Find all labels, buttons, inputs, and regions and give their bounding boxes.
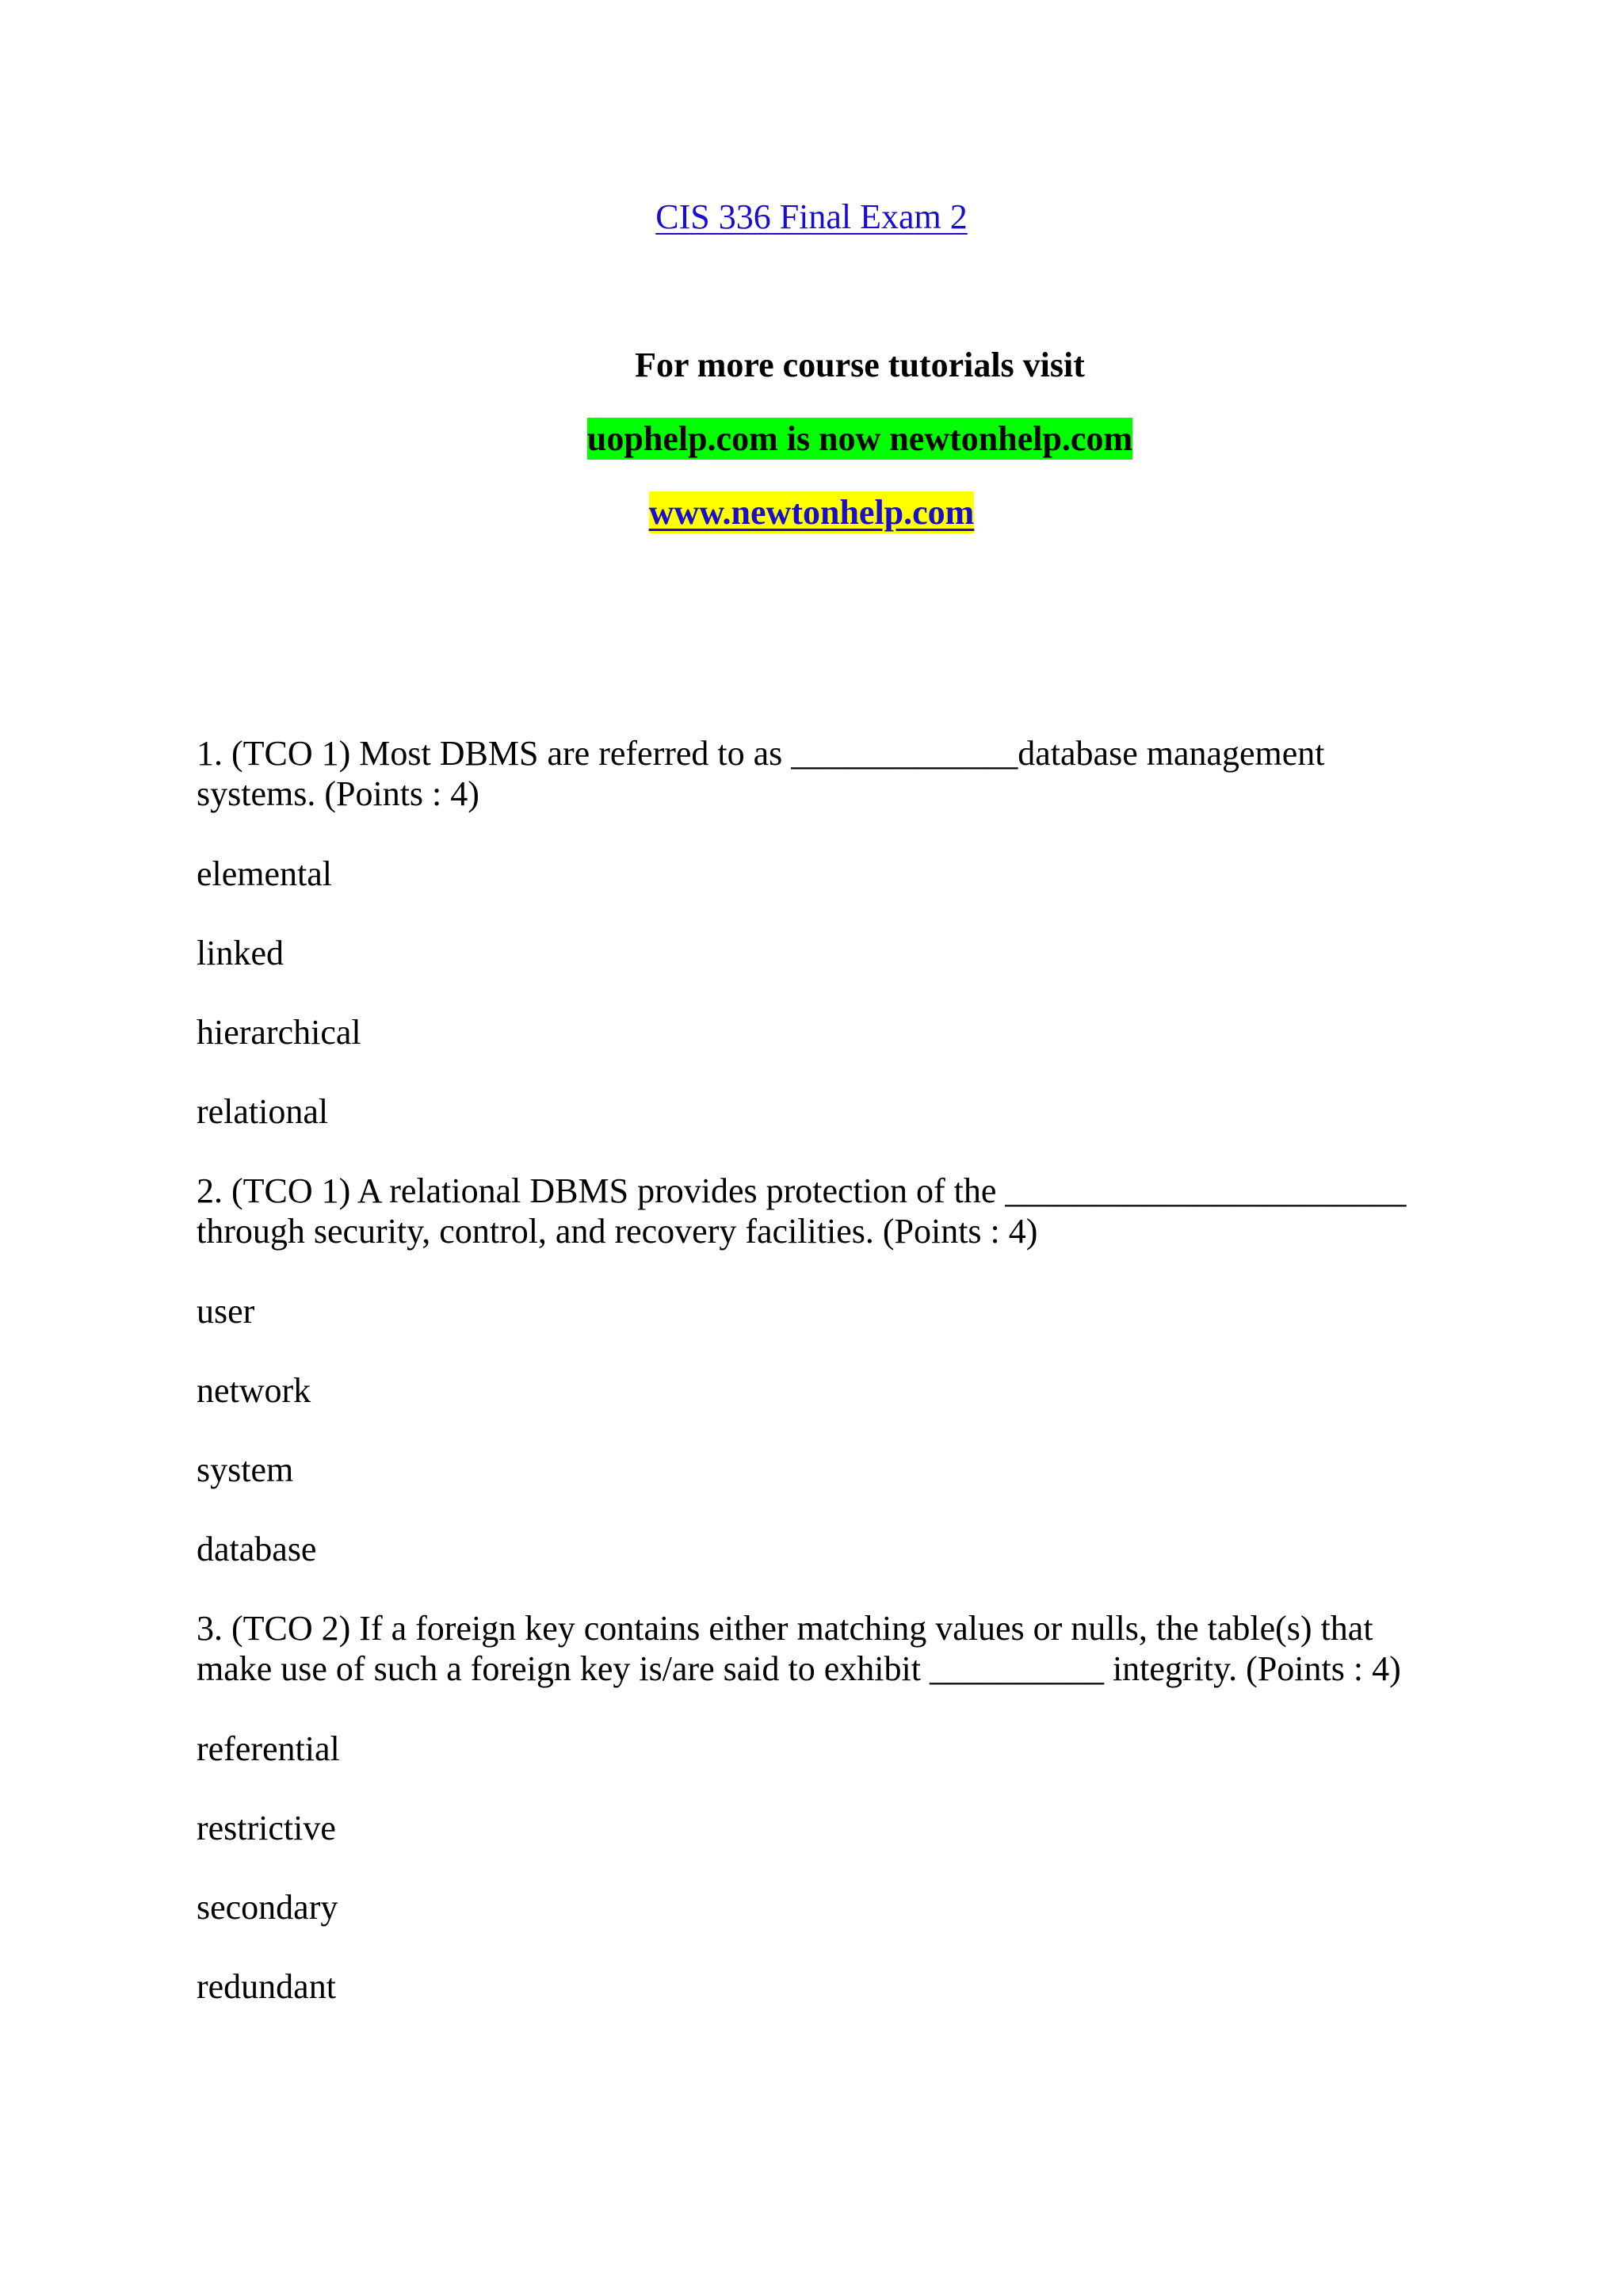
answer-option: redundant	[197, 1967, 336, 2006]
website-link[interactable]: www.newtonhelp.com	[648, 493, 975, 532]
question-block	[197, 1171, 1433, 1569]
answer-option: user	[197, 1292, 255, 1331]
exam-title-link[interactable]: CIS 336 Final Exam 2	[655, 197, 968, 236]
question-block	[197, 733, 1433, 1132]
promo-text: For more course tutorials visit	[635, 346, 1085, 384]
answer-option: system	[197, 1450, 294, 1489]
promo-highlight: uophelp.com is now newtonhelp.com	[586, 419, 1133, 458]
question-text: 1. (TCO 1) Most DBMS are referred to as _____________database management systems. (Points : 4)	[197, 734, 1325, 813]
question-text: 3. (TCO 2) If a foreign key contains either matching values or nulls, the table(s) that make use of such a foreign key is/are said to exhibit __________ integrity. (Points : 4)	[197, 1609, 1401, 1688]
question-block	[197, 1608, 1433, 2007]
answer-option: hierarchical	[197, 1013, 361, 1052]
website-row	[0, 489, 1623, 537]
website-highlight	[649, 491, 975, 533]
answer-option: restrictive	[197, 1809, 336, 1847]
answer-option: secondary	[197, 1888, 338, 1927]
title-row	[0, 193, 1623, 241]
answer-option: database	[197, 1530, 317, 1568]
answer-option: elemental	[197, 854, 333, 893]
questions-section	[197, 733, 1433, 2046]
answer-option: linked	[197, 934, 284, 972]
answer-option: network	[197, 1371, 311, 1410]
promo-highlight-row	[0, 415, 1623, 463]
question-text: 2. (TCO 1) A relational DBMS provides protection of the _______________________ through security, control, and recovery facilities. (Points : 4)	[197, 1171, 1407, 1251]
answer-option: relational	[197, 1092, 329, 1131]
answer-option: referential	[197, 1729, 340, 1768]
